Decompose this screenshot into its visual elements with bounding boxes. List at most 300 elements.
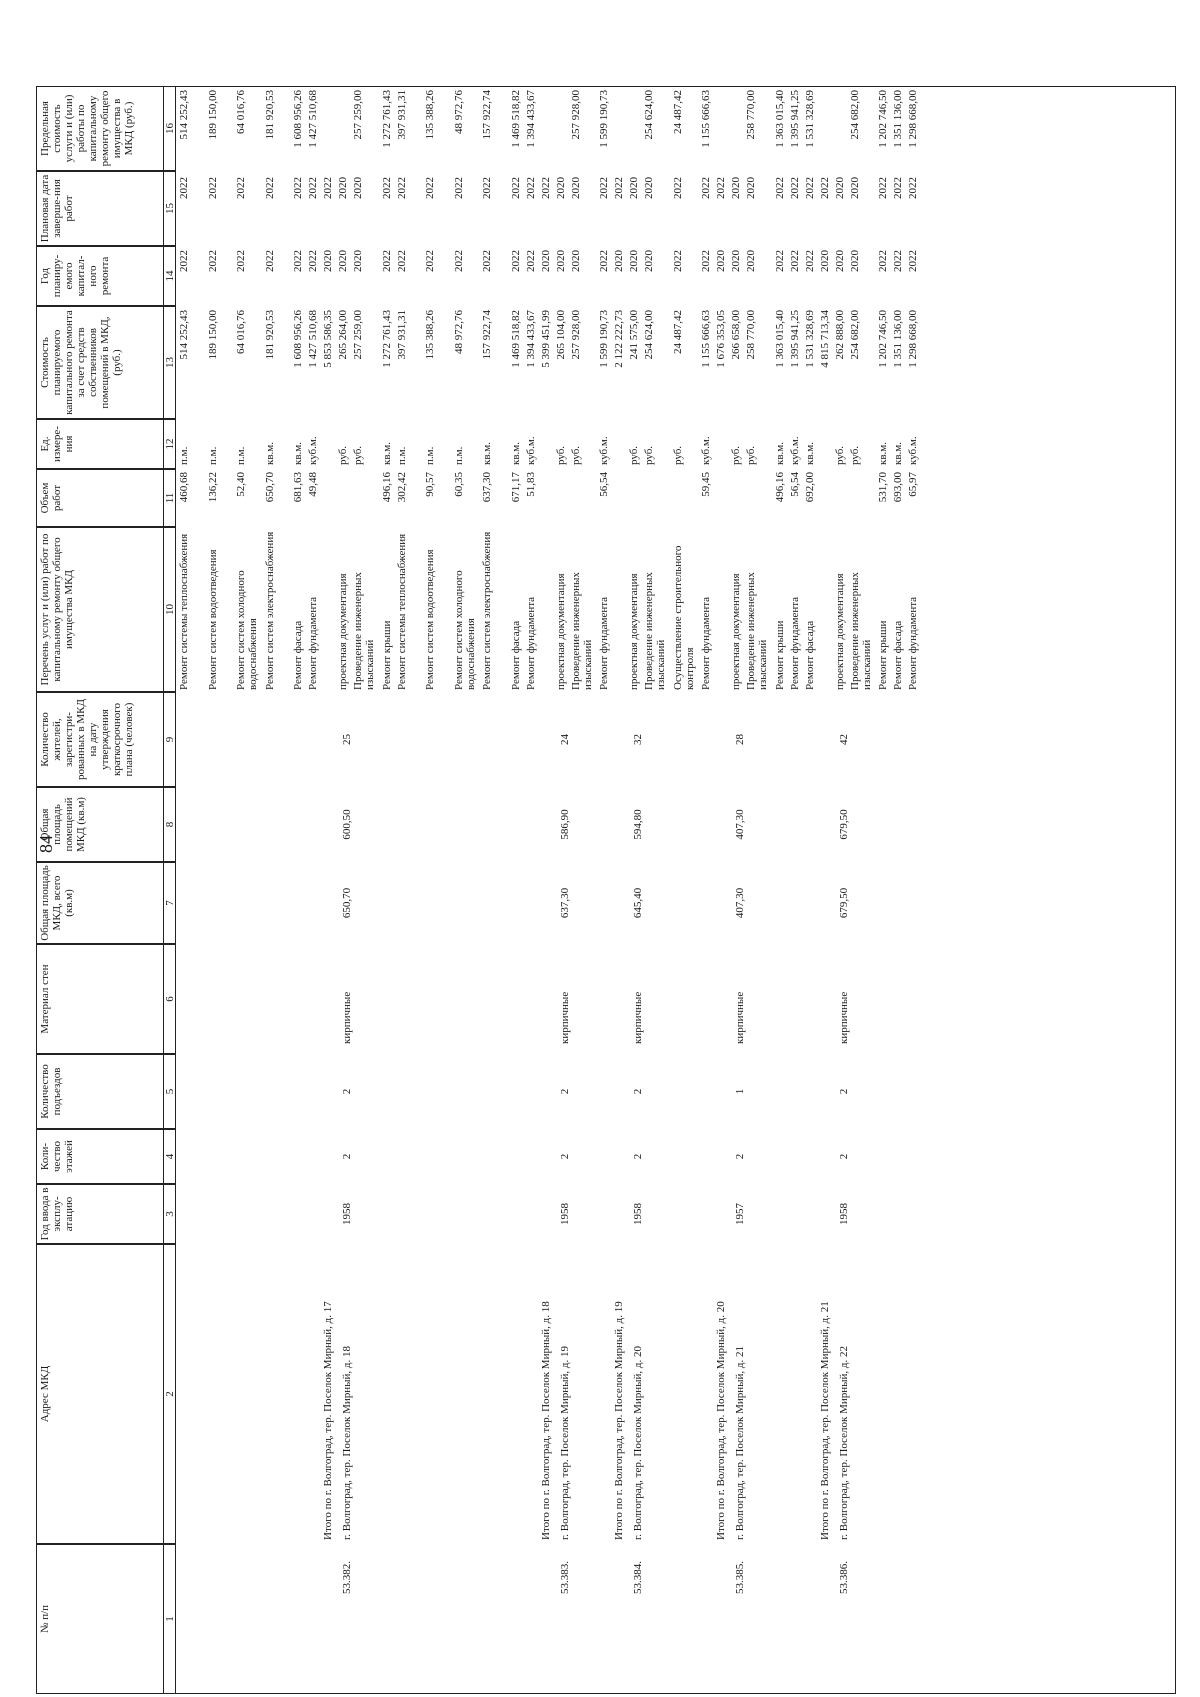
- work-volume: 650,70: [263, 472, 276, 503]
- work-item: Ремонт крыши: [380, 620, 393, 690]
- header-number-cell: 2: [163, 1244, 176, 1544]
- limit-cost: 1 298 668,00: [907, 90, 919, 148]
- work-volume: 637,30: [481, 472, 493, 503]
- completion-date: 2022: [788, 177, 801, 199]
- unit: кв.м.: [773, 442, 786, 465]
- address: г. Волгоград, тер. Поселок Мирный, д. 22: [837, 1346, 850, 1540]
- premises-area: 407,30: [734, 809, 746, 840]
- completion-date: 2020: [745, 177, 757, 199]
- cost: 1 599 190,73: [598, 310, 610, 368]
- work-volume: 51,83: [524, 472, 537, 497]
- work-item: Ремонт фундамента: [788, 596, 801, 690]
- completion-date: 2022: [380, 177, 393, 199]
- wall-material: кирпичные: [734, 991, 746, 1044]
- header-cell: № п/п: [36, 1544, 164, 1694]
- total-area: 650,70: [341, 887, 353, 919]
- year-built: 1958: [558, 1203, 571, 1225]
- cost: 1 395 941,25: [788, 310, 801, 368]
- cost: 257 928,00: [569, 310, 582, 360]
- work-item: Ремонт фасада: [803, 620, 816, 690]
- cost: 397 931,31: [395, 310, 408, 360]
- repair-year: 2022: [773, 250, 786, 272]
- work-item: Ремонт фундамента: [598, 596, 610, 690]
- header-number-cell: 1: [163, 1544, 176, 1694]
- work-item: Ремонт системы теплоснабжения: [395, 533, 408, 690]
- unit: куб.м.: [307, 436, 319, 465]
- repair-year: 2020: [554, 250, 567, 272]
- unit: руб.: [833, 445, 846, 465]
- header-cell: Адрес МКД: [36, 1244, 164, 1544]
- limit-cost: 157 922,74: [481, 90, 493, 140]
- cost: 1 608 956,26: [292, 310, 304, 368]
- limit-cost: 1 394 433,67: [524, 90, 537, 148]
- repair-year: 2022: [424, 250, 436, 272]
- total-label: Итого по г. Волгоград, тер. Поселок Мирный, д. 19: [613, 1301, 625, 1540]
- completion-date: 2022: [481, 177, 493, 199]
- unit: руб.: [643, 445, 655, 465]
- cost: 241 575,00: [628, 310, 640, 360]
- floors: 2: [632, 1153, 644, 1160]
- completion-date: 2020: [833, 177, 846, 199]
- entrances: 2: [837, 1088, 850, 1095]
- work-volume: 65,97: [907, 472, 919, 497]
- limit-cost: 189 150,00: [206, 90, 219, 140]
- work-item: Ремонт фундамента: [524, 596, 537, 690]
- repair-year: 2020: [569, 250, 582, 272]
- work-item: Ремонт фундамента: [907, 596, 919, 690]
- unit: руб.: [352, 445, 364, 465]
- unit: кв.м.: [803, 442, 816, 465]
- header-number-cell: 16: [163, 86, 176, 171]
- work-volume: 692,00: [803, 472, 816, 503]
- header-number-cell: 8: [163, 787, 176, 862]
- completion-date: 2022: [452, 177, 465, 199]
- entrances: 1: [734, 1088, 746, 1095]
- unit: кв.м.: [481, 442, 493, 465]
- unit: куб.м.: [524, 436, 537, 465]
- total-label: Итого по г. Волгоград, тер. Поселок Мирный, д. 21: [818, 1301, 831, 1540]
- limit-cost: 514 252,43: [178, 90, 190, 140]
- work-item: Ремонт систем холодного водоснабжения: [452, 570, 477, 690]
- repair-year: 2022: [598, 250, 610, 272]
- unit: куб.м.: [598, 436, 610, 465]
- work-item: Проведение инженерных изысканий: [352, 572, 376, 690]
- completion-date: 2022: [613, 177, 625, 199]
- work-volume: 460,68: [178, 472, 190, 503]
- completion-date: 2022: [598, 177, 610, 199]
- header-number-cell: 7: [163, 862, 176, 944]
- header-cell: Стоимость планируемого капитального ремонта за счет средств собственников помещений в МКД, (руб.): [36, 306, 164, 419]
- completion-date: 2022: [818, 177, 831, 199]
- unit: куб.м.: [788, 436, 801, 465]
- unit: руб.: [671, 445, 684, 465]
- unit: п.м.: [452, 446, 465, 465]
- limit-cost: 1 427 510,68: [307, 90, 319, 148]
- work-volume: 90,57: [424, 472, 436, 497]
- unit: руб.: [745, 445, 757, 465]
- limit-cost: 1 272 761,43: [380, 90, 393, 148]
- work-item: проектная документация: [833, 573, 846, 690]
- completion-date: 2022: [907, 177, 919, 199]
- cost: 5 399 451,99: [539, 310, 552, 368]
- limit-cost: 24 487,42: [671, 90, 684, 134]
- year-built: 1958: [341, 1203, 353, 1225]
- floors: 2: [558, 1153, 571, 1160]
- repair-year: 2020: [730, 250, 742, 272]
- repair-year: 2022: [892, 250, 904, 272]
- header-number-cell: 13: [163, 306, 176, 419]
- repair-year: 2020: [745, 250, 757, 272]
- total-label: Итого по г. Волгоград, тер. Поселок Мирный, д. 18: [539, 1301, 552, 1540]
- address: г. Волгоград, тер. Поселок Мирный, д. 18: [341, 1346, 353, 1540]
- rotated-table-container: [36, 44, 1176, 1694]
- unit: кв.м.: [509, 442, 522, 465]
- entrances: 2: [558, 1088, 571, 1095]
- work-item: Ремонт систем водоотведения: [206, 549, 219, 690]
- work-item: Ремонт фасада: [509, 620, 522, 690]
- completion-date: 2022: [524, 177, 537, 199]
- total-label: Итого по г. Волгоград, тер. Поселок Мирный, д. 17: [322, 1301, 334, 1540]
- header-number-cell: 15: [163, 171, 176, 246]
- completion-date: 2022: [803, 177, 816, 199]
- work-item: Проведение инженерных изысканий: [643, 572, 667, 690]
- residents: 32: [632, 734, 644, 745]
- limit-cost: 1 469 518,82: [509, 90, 522, 148]
- cost: 254 624,00: [643, 310, 655, 360]
- header-cell: Материал стен: [36, 944, 164, 1054]
- unit: кв.м.: [380, 442, 393, 465]
- repair-year: 2022: [395, 250, 408, 272]
- work-item: Ремонт фасада: [292, 620, 304, 690]
- work-volume: 671,17: [509, 472, 522, 503]
- unit: п.м.: [395, 446, 408, 465]
- work-item: Ремонт фасада: [892, 620, 904, 690]
- unit: куб.м.: [700, 436, 712, 465]
- repair-year: 2022: [235, 250, 247, 272]
- floors: 2: [341, 1153, 353, 1160]
- cost: 64 016,76: [235, 310, 247, 354]
- unit: руб.: [569, 445, 582, 465]
- completion-date: 2022: [235, 177, 247, 199]
- unit: п.м.: [206, 446, 219, 465]
- repair-year: 2020: [715, 250, 727, 272]
- header-number-cell: 3: [163, 1184, 176, 1244]
- repair-year: 2022: [671, 250, 684, 272]
- wall-material: кирпичные: [558, 991, 571, 1044]
- limit-cost: 181 920,53: [263, 90, 276, 140]
- unit: п.м.: [235, 446, 247, 465]
- limit-cost: 257 259,00: [352, 90, 364, 140]
- wall-material: кирпичные: [837, 991, 850, 1044]
- limit-cost: 1 155 666,63: [700, 90, 712, 148]
- repair-year: 2022: [907, 250, 919, 272]
- cost: 189 150,00: [206, 310, 219, 360]
- cost: 2 122 222,73: [613, 310, 625, 368]
- work-item: Ремонт фундамента: [700, 596, 712, 690]
- repair-year: 2020: [833, 250, 846, 272]
- address: г. Волгоград, тер. Поселок Мирный, д. 21: [734, 1346, 746, 1540]
- unit: п.м.: [424, 446, 436, 465]
- residents: 25: [341, 734, 353, 745]
- repair-year: 2022: [452, 250, 465, 272]
- unit: кв.м.: [877, 442, 889, 465]
- completion-date: 2020: [628, 177, 640, 199]
- completion-date: 2022: [178, 177, 190, 199]
- work-volume: 56,54: [598, 472, 610, 497]
- repair-year: 2022: [380, 250, 393, 272]
- cost: 1 363 015,40: [773, 310, 786, 368]
- repair-year: 2020: [337, 250, 349, 272]
- cost: 135 388,26: [424, 310, 436, 360]
- completion-date: 2022: [292, 177, 304, 199]
- work-volume: 531,70: [877, 472, 889, 503]
- limit-cost: 64 016,76: [235, 90, 247, 134]
- repair-year: 2020: [539, 250, 552, 272]
- completion-date: 2022: [307, 177, 319, 199]
- unit: кв.м.: [292, 442, 304, 465]
- repair-year: 2022: [788, 250, 801, 272]
- cost: 262 888,00: [833, 310, 846, 360]
- header-number-cell: 11: [163, 469, 176, 527]
- residents: 28: [734, 734, 746, 745]
- header-cell: Перечень услуг и (или) работ по капитальному ремонту общего имущества МКД: [36, 527, 164, 692]
- row-number: 53.382.: [341, 1561, 353, 1594]
- header-cell: Год ввода в эксплу-атацию: [36, 1184, 164, 1244]
- completion-date: 2022: [715, 177, 727, 199]
- repair-year: 2022: [178, 250, 190, 272]
- work-volume: 52,40: [235, 472, 247, 497]
- work-item: Проведение инженерных изысканий: [848, 572, 873, 690]
- total-area: 645,40: [632, 887, 644, 919]
- header-cell: Предельная стоимость услуги и (или) работы по капитальному ремонту общего имущества в МКД (руб.): [36, 86, 164, 171]
- header-number-cell: 9: [163, 692, 176, 787]
- unit: руб.: [337, 445, 349, 465]
- residents: 42: [837, 734, 850, 745]
- entrances: 2: [632, 1088, 644, 1095]
- row-number: 53.384.: [632, 1561, 644, 1594]
- repair-year: 2022: [206, 250, 219, 272]
- cost: 4 815 713,34: [818, 310, 831, 368]
- completion-date: 2022: [671, 177, 684, 199]
- limit-cost: 1 531 328,69: [803, 90, 816, 148]
- cost: 1 351 136,00: [892, 310, 904, 368]
- limit-cost: 254 682,00: [848, 90, 861, 140]
- completion-date: 2022: [539, 177, 552, 199]
- floors: 2: [734, 1153, 746, 1160]
- residents: 24: [558, 734, 571, 745]
- work-volume: 60,35: [452, 472, 465, 497]
- repair-year: 2022: [263, 250, 276, 272]
- limit-cost: 257 928,00: [569, 90, 582, 140]
- wall-material: кирпичные: [341, 991, 353, 1044]
- completion-date: 2020: [337, 177, 349, 199]
- cost: 265 264,00: [337, 310, 349, 360]
- address: г. Волгоград, тер. Поселок Мирный, д. 20: [632, 1346, 644, 1540]
- cost: 1 298 668,00: [907, 310, 919, 368]
- header-number-cell: 12: [163, 419, 176, 469]
- header-cell: Коли-чество этажей: [36, 1129, 164, 1184]
- completion-date: 2020: [554, 177, 567, 199]
- repair-year: 2020: [818, 250, 831, 272]
- entrances: 2: [341, 1088, 353, 1095]
- year-built: 1957: [734, 1203, 746, 1225]
- work-item: Проведение инженерных изысканий: [569, 572, 594, 690]
- year-built: 1958: [837, 1203, 850, 1225]
- total-area: 407,30: [734, 887, 746, 919]
- premises-area: 600,50: [341, 809, 353, 840]
- cost: 1 676 353,05: [715, 310, 727, 368]
- completion-date: 2020: [569, 177, 582, 199]
- unit: куб.м.: [907, 436, 919, 465]
- address: г. Волгоград, тер. Поселок Мирный, д. 19: [558, 1346, 571, 1540]
- premises-area: 586,90: [558, 809, 571, 840]
- limit-cost: 1 608 956,26: [292, 90, 304, 148]
- repair-year: 2020: [322, 250, 334, 272]
- repair-year: 2022: [877, 250, 889, 272]
- total-area: 637,30: [558, 887, 571, 919]
- cost: 265 104,00: [554, 310, 567, 360]
- work-item: Ремонт систем электроснабжения: [263, 531, 276, 690]
- header-cell: Количество подъездов: [36, 1054, 164, 1129]
- page-number: 84: [36, 835, 56, 853]
- limit-cost: 1 351 136,00: [892, 90, 904, 148]
- cost: 1 155 666,63: [700, 310, 712, 368]
- work-volume: 302,42: [395, 472, 408, 503]
- cost: 157 922,74: [481, 310, 493, 360]
- unit: кв.м.: [263, 442, 276, 465]
- unit: руб.: [554, 445, 567, 465]
- work-volume: 693,00: [892, 472, 904, 503]
- work-volume: 59,45: [700, 472, 712, 497]
- cost: 181 920,53: [263, 310, 276, 360]
- header-cell: Общая площадь МКД, всего (кв.м): [36, 862, 164, 944]
- cost: 1 427 510,68: [307, 310, 319, 368]
- limit-cost: 48 972,76: [452, 90, 465, 134]
- completion-date: 2022: [395, 177, 408, 199]
- completion-date: 2022: [773, 177, 786, 199]
- limit-cost: 254 624,00: [643, 90, 655, 140]
- work-volume: 496,16: [380, 472, 393, 503]
- premises-area: 594,80: [632, 809, 644, 840]
- limit-cost: 135 388,26: [424, 90, 436, 140]
- repair-year: 2022: [700, 250, 712, 272]
- unit: руб.: [848, 445, 861, 465]
- row-number: 53.383.: [558, 1561, 571, 1594]
- repair-year: 2022: [307, 250, 319, 272]
- cost: 257 259,00: [352, 310, 364, 360]
- year-built: 1958: [632, 1203, 644, 1225]
- completion-date: 2022: [700, 177, 712, 199]
- header-cell: Плановая дата заверше-ния работ: [36, 171, 164, 246]
- row-number: 53.385.: [734, 1561, 746, 1594]
- work-item: Ремонт фундамента: [307, 596, 319, 690]
- work-volume: 681,63: [292, 472, 304, 503]
- cost: 254 682,00: [848, 310, 861, 360]
- total-label: Итого по г. Волгоград, тер. Поселок Мирный, д. 20: [715, 1301, 727, 1540]
- completion-date: 2022: [322, 177, 334, 199]
- wall-material: кирпичные: [632, 991, 644, 1044]
- completion-date: 2020: [848, 177, 861, 199]
- cost: 1 272 761,43: [380, 310, 393, 368]
- limit-cost: 258 770,00: [745, 90, 757, 140]
- unit: руб.: [628, 445, 640, 465]
- repair-year: 2022: [481, 250, 493, 272]
- limit-cost: 1 363 015,40: [773, 90, 786, 148]
- total-area: 679,50: [837, 887, 850, 919]
- work-item: проектная документация: [554, 573, 567, 690]
- work-item: Ремонт крыши: [877, 620, 889, 690]
- repair-year: 2020: [613, 250, 625, 272]
- repair-year: 2022: [524, 250, 537, 272]
- repair-year: 2022: [292, 250, 304, 272]
- repair-year: 2020: [352, 250, 364, 272]
- header-number-cell: 6: [163, 944, 176, 1054]
- work-item: Ремонт крыши: [773, 620, 786, 690]
- header-cell: Объем работ: [36, 469, 164, 527]
- cost: 258 770,00: [745, 310, 757, 360]
- limit-cost: 1 599 190,73: [598, 90, 610, 148]
- work-item: Ремонт систем водоотведения: [424, 549, 436, 690]
- header-number-cell: 5: [163, 1054, 176, 1129]
- unit: руб.: [730, 445, 742, 465]
- cost: 266 658,00: [730, 310, 742, 360]
- repair-year: 2022: [509, 250, 522, 272]
- premises-area: 679,50: [837, 809, 850, 840]
- work-item: проектная документация: [337, 573, 349, 690]
- completion-date: 2022: [263, 177, 276, 199]
- work-item: Ремонт системы теплоснабжения: [178, 533, 190, 690]
- capital-repair-table: [36, 44, 1176, 1694]
- completion-date: 2022: [877, 177, 889, 199]
- completion-date: 2020: [730, 177, 742, 199]
- work-volume: 496,16: [773, 472, 786, 503]
- cost: 1 394 433,67: [524, 310, 537, 368]
- floors: 2: [837, 1153, 850, 1160]
- cost: 1 202 746,50: [877, 310, 889, 368]
- work-volume: 136,22: [206, 472, 219, 503]
- repair-year: 2020: [848, 250, 861, 272]
- unit: п.м.: [178, 446, 190, 465]
- limit-cost: 1 395 941,25: [788, 90, 801, 148]
- header-number-cell: 10: [163, 527, 176, 692]
- completion-date: 2022: [892, 177, 904, 199]
- work-item: Ремонт систем электроснабжения: [481, 531, 493, 690]
- header-cell: Количество жителей, зарегистри-рованных в МКД на дату утверждения краткосрочного плана (человек): [36, 692, 164, 787]
- cost: 1 531 328,69: [803, 310, 816, 368]
- repair-year: 2020: [643, 250, 655, 272]
- repair-year: 2020: [628, 250, 640, 272]
- repair-year: 2022: [803, 250, 816, 272]
- header-cell: Ед. измере-ния: [36, 419, 164, 469]
- completion-date: 2022: [206, 177, 219, 199]
- cost: 514 252,43: [178, 310, 190, 360]
- cost: 5 853 586,35: [322, 310, 334, 368]
- work-item: проектная документация: [628, 573, 640, 690]
- limit-cost: 397 931,31: [395, 90, 408, 140]
- header-cell: Год планиру-емого капитал-ного ремонта: [36, 246, 164, 306]
- work-item: проектная документация: [730, 573, 742, 690]
- work-volume: 56,54: [788, 472, 801, 497]
- completion-date: 2020: [643, 177, 655, 199]
- completion-date: 2020: [352, 177, 364, 199]
- unit: кв.м.: [892, 442, 904, 465]
- cost: 48 972,76: [452, 310, 465, 354]
- header-number-cell: 14: [163, 246, 176, 306]
- header-number-cell: 4: [163, 1129, 176, 1184]
- cost: 24 487,42: [671, 310, 684, 354]
- work-item: Ремонт систем холодного водоснабжения: [235, 570, 259, 690]
- row-number: 53.386.: [837, 1561, 850, 1594]
